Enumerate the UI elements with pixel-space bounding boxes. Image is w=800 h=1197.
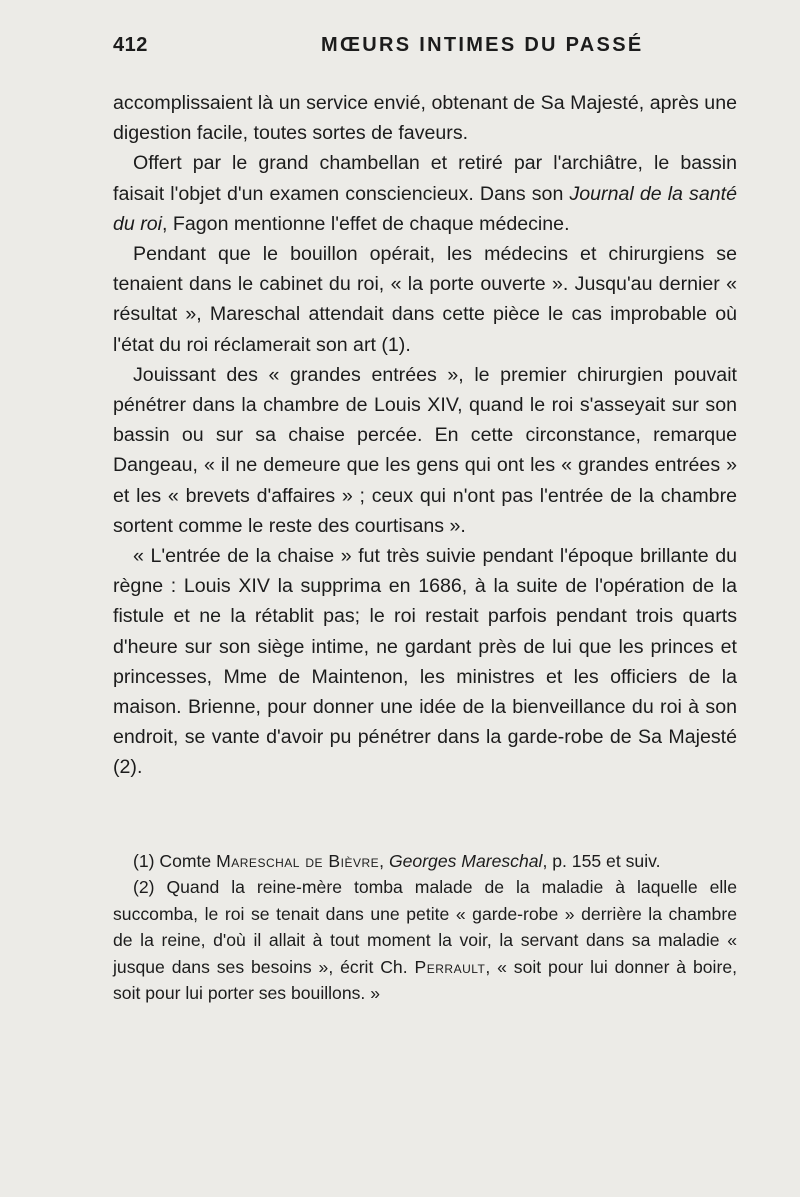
footnote-1-text-b: , p. 155 et suiv. [542,851,661,871]
footnote-1-sep: , [379,851,389,871]
paragraph-4: Jouissant des « grandes entrées », le premier chirurgien pouvait pénétrer dans la chambre de Louis XIV, quand le roi s'asseyait sur son bassin ou sur sa chaise percée. En cette circonstance, remarque Dangeau, « il ne demeure que les gens qui ont les « grandes entrées » et les « brevets d'affaires » ; ceux qui n'ont pas l'entrée de la chambre sortent comme le reste des courtisans ». [113,363,737,537]
footnote-2-text-b: , « soit pour lui donner à boire, soit pour lui porter ses bouillons. » [113,956,737,1004]
paragraph-5: « L'entrée de la chaise » fut très suivie pendant l'époque brillante du règne : Louis XIV la supprima en 1686, à la suite de l'opération de la fistule et ne la rétablit pas; le roi restait parfois pendant trois quarts d'heure sur son siège intime, ne gardant près de lui que les princes et princesses, Mme de Maintenon, les ministres et les officiers de la maison. Brienne, pour donner une idée de la bienveillance du roi à son endroit, se vante d'avoir pu pénétrer dans la garde-robe de Sa Majesté (2). [113,545,737,779]
footnote-1-title: Georges Mareschal [388,851,543,871]
footnotes [113,848,737,1006]
paragraph-1: accomplissaient là un service envié, obtenant de Sa Majesté, après une digestion facile, toutes sortes de faveurs. [113,92,737,145]
paragraph-2-text-b: , Fagon mentionne l'effet de chaque médecine. [162,212,570,235]
page-header [113,34,725,64]
footnote-1-text-a: (1) Comte [133,851,217,871]
footnote-2 [113,874,737,1006]
journal-title: Journal de la santé du roi [113,182,737,235]
paragraph-3: Pendant que le bouillon opérait, les médecins et chirurgiens se tenaient dans le cabinet du roi, « la porte ouverte ». Jusqu'au dernier « résultat », Mareschal attendait dans cette pièce le cas improbable où l'état du roi réclamerait son art (1). [113,243,737,356]
footnote-1 [113,848,737,874]
paragraph-2-text-a: Offert par le grand chambellan et retiré par l'archiâtre, le bassin faisait l'objet d'un examen consciencieux. Dans son [113,152,737,205]
paragraph-2 [113,148,737,239]
footnote-2-text-a: (2) Quand la reine-mère tomba malade de la maladie à laquelle elle succomba, le roi se tenait dans une petite « garde-robe » derrière la chambre de la reine, d'où il allait à tout moment la voir, la servant dans sa maladie « jusque dans ses besoins », écrit Ch. [113,877,737,977]
footnote-1-author: Mareschal de Bièvre [216,851,380,871]
running-title: MŒURS INTIMES DU PASSÉ [321,34,644,56]
page-number: 412 [113,34,148,56]
footnote-2-author: Perrault [414,956,486,977]
main-text [113,88,737,783]
